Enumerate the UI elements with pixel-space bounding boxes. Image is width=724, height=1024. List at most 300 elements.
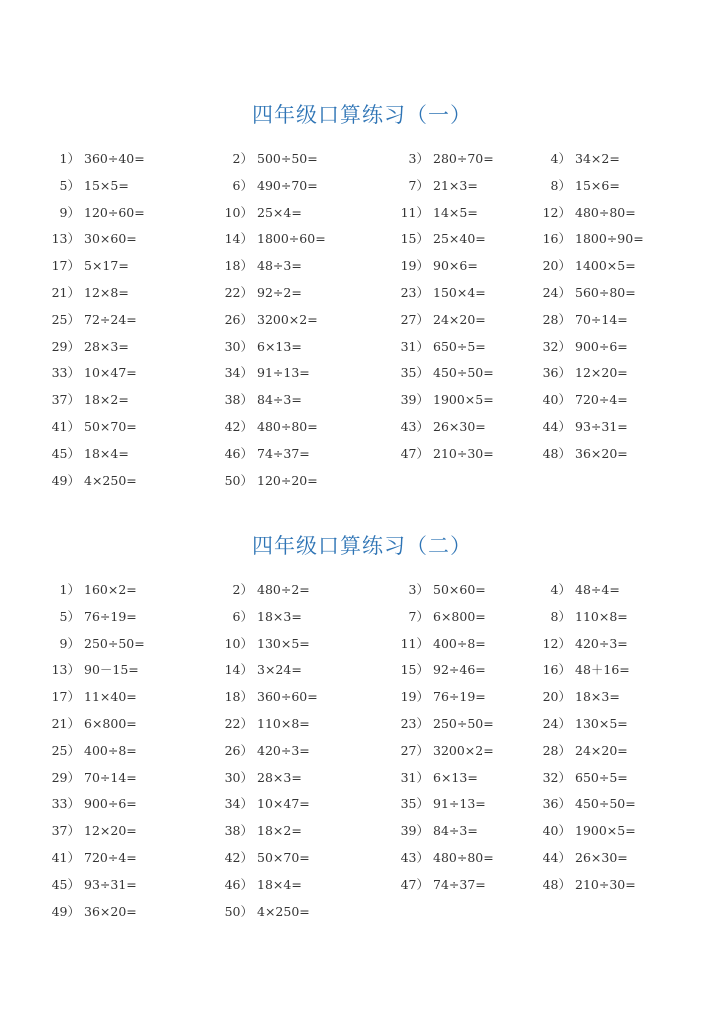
problem-item [0, 818, 161, 845]
problem-row [0, 280, 724, 307]
problem-number: 44） [542, 418, 571, 434]
problem-item [507, 845, 647, 872]
problem-number: 26） [224, 311, 253, 327]
problem-number: 8） [550, 177, 571, 193]
problem-number: 48） [542, 876, 571, 892]
problem-item [334, 738, 507, 765]
problem-number: 12） [542, 204, 571, 220]
problem-expression: 900÷6= [575, 338, 628, 354]
problem-item [507, 307, 647, 334]
problem-number: 1） [59, 151, 80, 166]
problem-number: 7） [408, 608, 429, 624]
problem-number: 38） [224, 823, 253, 839]
problem-expression: 250÷50= [84, 635, 145, 651]
problem-number: 50） [224, 472, 253, 488]
problem-number: 14） [224, 231, 253, 247]
problem-item [0, 441, 161, 468]
problem-item [507, 604, 647, 631]
problem-number: 13） [51, 662, 80, 678]
problem-row [0, 657, 724, 684]
problem-item [161, 414, 334, 441]
problem-expression: 18×4= [257, 876, 302, 892]
problem-row [0, 200, 724, 227]
problem-expression: 420÷3= [257, 742, 310, 758]
problem-number: 46） [224, 445, 253, 461]
problem-expression: 5×17= [84, 258, 129, 274]
problem-expression: 12×20= [84, 823, 137, 839]
problem-row [0, 468, 724, 495]
problem-expression: 10×47= [257, 796, 310, 812]
problem-item [0, 360, 161, 387]
problem-expression: 3200×2= [257, 311, 318, 327]
problem-number: 6） [232, 608, 253, 624]
problem-item [334, 173, 507, 200]
problem-row [0, 146, 724, 173]
problem-item [0, 711, 161, 738]
problem-item [334, 711, 507, 738]
problem-number: 13） [51, 231, 80, 247]
problem-expression: 360÷60= [257, 689, 318, 705]
problem-number: 34） [224, 796, 253, 812]
problem-item [0, 899, 161, 926]
problem-row [0, 765, 724, 792]
problem-number: 22） [224, 715, 253, 731]
problem-row [0, 334, 724, 361]
problem-item [0, 253, 161, 280]
problem-expression: 26×30= [575, 849, 628, 865]
problem-expression: 24×20= [575, 742, 628, 758]
problem-item [0, 307, 161, 334]
problem-item [0, 684, 161, 711]
problem-item [507, 253, 647, 280]
problem-number: 32） [542, 769, 571, 785]
problem-item [0, 334, 161, 361]
problem-number: 15） [400, 662, 429, 678]
problem-number: 39） [400, 823, 429, 839]
problem-item [161, 387, 334, 414]
problem-expression: 4×250= [257, 903, 310, 919]
problem-expression: 93÷31= [575, 418, 628, 434]
problem-item [334, 360, 507, 387]
problem-number: 33） [51, 796, 80, 812]
problem-number: 41） [51, 849, 80, 865]
problem-expression: 360÷40= [84, 151, 145, 166]
problem-expression: 28×3= [84, 338, 129, 354]
problem-item [161, 872, 334, 899]
problem-number: 40） [542, 392, 571, 408]
problem-row [0, 414, 724, 441]
problem-grid [0, 146, 724, 494]
problem-expression: 120÷20= [257, 472, 318, 488]
problem-item [0, 173, 161, 200]
problem-expression: 28×3= [257, 769, 302, 785]
problem-number: 41） [51, 418, 80, 434]
problem-expression: 480÷2= [257, 582, 310, 597]
problem-expression: 84÷3= [257, 392, 302, 408]
problem-expression: 900÷6= [84, 796, 137, 812]
problem-item [0, 200, 161, 227]
problem-number: 28） [542, 742, 571, 758]
problem-item [334, 791, 507, 818]
problem-row [0, 791, 724, 818]
problem-item [0, 738, 161, 765]
problem-expression: 48÷3= [257, 258, 302, 274]
problem-row [0, 818, 724, 845]
problem-number: 2） [232, 151, 253, 166]
problem-item [0, 577, 161, 604]
problem-number: 33） [51, 365, 80, 381]
problem-expression: 93÷31= [84, 876, 137, 892]
problem-number: 18） [224, 689, 253, 705]
problem-item [161, 631, 334, 658]
problem-expression: 1900×5= [575, 823, 636, 839]
problem-row [0, 173, 724, 200]
problem-number: 47） [400, 445, 429, 461]
problem-expression: 15×5= [84, 177, 129, 193]
problem-number: 3） [408, 582, 429, 597]
problem-expression: 21×3= [433, 177, 478, 193]
problem-number: 11） [400, 635, 429, 651]
problem-number: 7） [408, 177, 429, 193]
problem-item [507, 657, 647, 684]
problem-item [334, 146, 507, 173]
problem-item [507, 414, 647, 441]
problem-expression: 6×13= [433, 769, 478, 785]
problem-expression: 560÷80= [575, 284, 636, 300]
problem-number: 18） [224, 258, 253, 274]
problem-number: 29） [51, 769, 80, 785]
problem-expression: 24×20= [433, 311, 486, 327]
problem-item [507, 711, 647, 738]
problem-expression: 3×24= [257, 662, 302, 678]
problem-item [161, 441, 334, 468]
problem-item [161, 791, 334, 818]
problem-number: 31） [400, 338, 429, 354]
problem-item [161, 360, 334, 387]
problem-number: 27） [400, 311, 429, 327]
problem-expression: 650÷5= [433, 338, 486, 354]
problem-row [0, 441, 724, 468]
problem-item [161, 334, 334, 361]
section-title: 四年级口算练习（一） [252, 103, 472, 127]
problem-item [161, 604, 334, 631]
problem-expression: 11×40= [84, 689, 137, 705]
problem-number: 43） [400, 849, 429, 865]
problem-expression: 91÷13= [257, 365, 310, 381]
problem-expression: 84÷3= [433, 823, 478, 839]
problem-number: 17） [51, 258, 80, 274]
problem-number: 10） [224, 204, 253, 220]
problem-expression: 92÷2= [257, 284, 302, 300]
problem-number: 32） [542, 338, 571, 354]
problem-number: 49） [51, 472, 80, 488]
problem-row [0, 845, 724, 872]
problem-number: 2） [232, 582, 253, 597]
problem-number: 36） [542, 796, 571, 812]
problem-expression: 110×8= [257, 715, 310, 731]
exercise-section-1 [0, 100, 724, 488]
problem-expression: 160×2= [84, 582, 137, 597]
problem-number: 42） [224, 849, 253, 865]
problem-item [0, 146, 161, 173]
problem-expression: 48÷4= [575, 582, 620, 597]
problem-item [0, 765, 161, 792]
problem-expression: 480÷80= [575, 204, 636, 220]
problem-expression: 150×4= [433, 284, 486, 300]
problem-item [334, 253, 507, 280]
problem-number: 28） [542, 311, 571, 327]
problem-item [161, 684, 334, 711]
problem-item [507, 791, 647, 818]
problem-expression: 36×20= [575, 445, 628, 461]
problem-item [507, 872, 647, 899]
problem-number: 26） [224, 742, 253, 758]
problem-row [0, 684, 724, 711]
problem-number: 29） [51, 338, 80, 354]
problem-number: 43） [400, 418, 429, 434]
problem-item [161, 173, 334, 200]
problem-expression: 18×2= [257, 823, 302, 839]
problem-item [161, 468, 334, 495]
problem-number: 4） [550, 582, 571, 597]
problem-number: 8） [550, 608, 571, 624]
problem-item [334, 872, 507, 899]
problem-item [334, 657, 507, 684]
problem-item [507, 738, 647, 765]
problem-item [507, 280, 647, 307]
problem-expression: 74÷37= [433, 876, 486, 892]
problem-expression: 480÷80= [433, 849, 494, 865]
problem-row [0, 899, 724, 926]
problem-expression: 90－15= [84, 662, 139, 678]
problem-number: 35） [400, 796, 429, 812]
problem-expression: 25×40= [433, 231, 486, 247]
problem-item [161, 899, 334, 926]
problem-number: 21） [51, 284, 80, 300]
problem-item [507, 765, 647, 792]
problem-item [161, 657, 334, 684]
problem-number: 1） [59, 582, 80, 597]
problem-item [334, 307, 507, 334]
problem-item [0, 414, 161, 441]
problem-number: 38） [224, 392, 253, 408]
problem-item [0, 280, 161, 307]
problem-expression: 120÷60= [84, 204, 145, 220]
problem-item [507, 173, 647, 200]
problem-item [507, 226, 647, 253]
section-title: 四年级口算练习（二） [252, 534, 472, 558]
problem-number: 25） [51, 311, 80, 327]
problem-item [334, 280, 507, 307]
problem-number: 16） [542, 231, 571, 247]
problem-number: 9） [59, 204, 80, 220]
problem-item [334, 765, 507, 792]
problem-item [507, 577, 647, 604]
problem-number: 21） [51, 715, 80, 731]
problem-expression: 1800÷90= [575, 231, 644, 247]
problem-number: 37） [51, 392, 80, 408]
problem-number: 24） [542, 284, 571, 300]
problem-row [0, 360, 724, 387]
problem-number: 19） [400, 258, 429, 274]
problem-expression: 50×70= [257, 849, 310, 865]
problem-expression: 4×250= [84, 472, 137, 488]
problem-expression: 400÷8= [84, 742, 137, 758]
problem-item [161, 577, 334, 604]
problem-item [507, 146, 647, 173]
problem-expression: 490÷70= [257, 177, 318, 193]
problem-expression: 15×6= [575, 177, 620, 193]
problem-expression: 90×6= [433, 258, 478, 274]
problem-item [161, 280, 334, 307]
problem-row [0, 872, 724, 899]
problem-number: 9） [59, 635, 80, 651]
problem-item [0, 387, 161, 414]
problem-row [0, 226, 724, 253]
problem-number: 47） [400, 876, 429, 892]
problem-expression: 74÷37= [257, 445, 310, 461]
problem-number: 40） [542, 823, 571, 839]
problem-number: 17） [51, 689, 80, 705]
problem-expression: 18×3= [257, 608, 302, 624]
problem-number: 30） [224, 338, 253, 354]
problem-number: 3） [408, 151, 429, 166]
problem-number: 49） [51, 903, 80, 919]
problem-number: 50） [224, 903, 253, 919]
problem-number: 45） [51, 876, 80, 892]
problem-item [0, 604, 161, 631]
problem-expression: 12×8= [84, 284, 129, 300]
problem-row [0, 577, 724, 604]
problem-expression: 450÷50= [575, 796, 636, 812]
problem-expression: 18×4= [84, 445, 129, 461]
problem-expression: 720÷4= [84, 849, 137, 865]
problem-number: 34） [224, 365, 253, 381]
problem-item [0, 845, 161, 872]
problem-grid [0, 577, 724, 925]
problem-number: 11） [400, 204, 429, 220]
problem-expression: 10×47= [84, 365, 137, 381]
problem-number: 5） [59, 177, 80, 193]
problem-expression: 110×8= [575, 608, 628, 624]
problem-item [0, 226, 161, 253]
problem-expression: 14×5= [433, 204, 478, 220]
problem-number: 12） [542, 635, 571, 651]
problem-expression: 91÷13= [433, 796, 486, 812]
problem-expression: 18×2= [84, 392, 129, 408]
problem-expression: 50×70= [84, 418, 137, 434]
problem-item [334, 414, 507, 441]
problem-item [161, 845, 334, 872]
problem-row [0, 738, 724, 765]
problem-item [507, 684, 647, 711]
problem-expression: 12×20= [575, 365, 628, 381]
problem-number: 25） [51, 742, 80, 758]
problem-item [0, 872, 161, 899]
problem-item [334, 441, 507, 468]
problem-item [161, 738, 334, 765]
problem-expression: 400÷8= [433, 635, 486, 651]
problem-item [161, 146, 334, 173]
problem-expression: 6×800= [433, 608, 486, 624]
problem-expression: 76÷19= [84, 608, 137, 624]
problem-item [161, 711, 334, 738]
problem-item [334, 604, 507, 631]
problem-expression: 720÷4= [575, 392, 628, 408]
problem-expression: 50×60= [433, 582, 486, 597]
problem-number: 4） [550, 151, 571, 166]
problem-item [0, 791, 161, 818]
problem-number: 35） [400, 365, 429, 381]
problem-number: 42） [224, 418, 253, 434]
problem-item [334, 387, 507, 414]
problem-expression: 76÷19= [433, 689, 486, 705]
problem-number: 20） [542, 258, 571, 274]
problem-item [334, 200, 507, 227]
problem-number: 14） [224, 662, 253, 678]
problem-row [0, 253, 724, 280]
problem-number: 31） [400, 769, 429, 785]
problem-expression: 18×3= [575, 689, 620, 705]
problem-expression: 3200×2= [433, 742, 494, 758]
problem-number: 15） [400, 231, 429, 247]
exercise-section-2 [0, 531, 724, 919]
problem-item [161, 765, 334, 792]
problem-item [334, 334, 507, 361]
problem-expression: 1400×5= [575, 258, 636, 274]
problem-number: 46） [224, 876, 253, 892]
problem-number: 23） [400, 284, 429, 300]
problem-expression: 72÷24= [84, 311, 137, 327]
problem-number: 44） [542, 849, 571, 865]
problem-expression: 420÷3= [575, 635, 628, 651]
problem-item [334, 577, 507, 604]
problem-number: 48） [542, 445, 571, 461]
problem-number: 16） [542, 662, 571, 678]
problem-expression: 450÷50= [433, 365, 494, 381]
problem-expression: 1800÷60= [257, 231, 326, 247]
problem-item [0, 468, 161, 495]
problem-expression: 210÷30= [433, 445, 494, 461]
problem-expression: 480÷80= [257, 418, 318, 434]
problem-item [161, 818, 334, 845]
problem-item [161, 226, 334, 253]
problem-number: 10） [224, 635, 253, 651]
problem-expression: 6×13= [257, 338, 302, 354]
problem-item [161, 200, 334, 227]
problem-number: 30） [224, 769, 253, 785]
problem-number: 20） [542, 689, 571, 705]
problem-number: 45） [51, 445, 80, 461]
problem-expression: 250÷50= [433, 715, 494, 731]
problem-row [0, 711, 724, 738]
problem-item [0, 631, 161, 658]
problem-item [334, 631, 507, 658]
problem-expression: 130×5= [257, 635, 310, 651]
problem-number: 39） [400, 392, 429, 408]
problem-expression: 34×2= [575, 151, 620, 166]
problem-item [507, 200, 647, 227]
problem-item [507, 360, 647, 387]
problem-row [0, 387, 724, 414]
problem-expression: 25×4= [257, 204, 302, 220]
problem-item [334, 845, 507, 872]
problem-item [334, 818, 507, 845]
problem-expression: 26×30= [433, 418, 486, 434]
problem-item [0, 657, 161, 684]
problem-item [507, 387, 647, 414]
problem-number: 5） [59, 608, 80, 624]
